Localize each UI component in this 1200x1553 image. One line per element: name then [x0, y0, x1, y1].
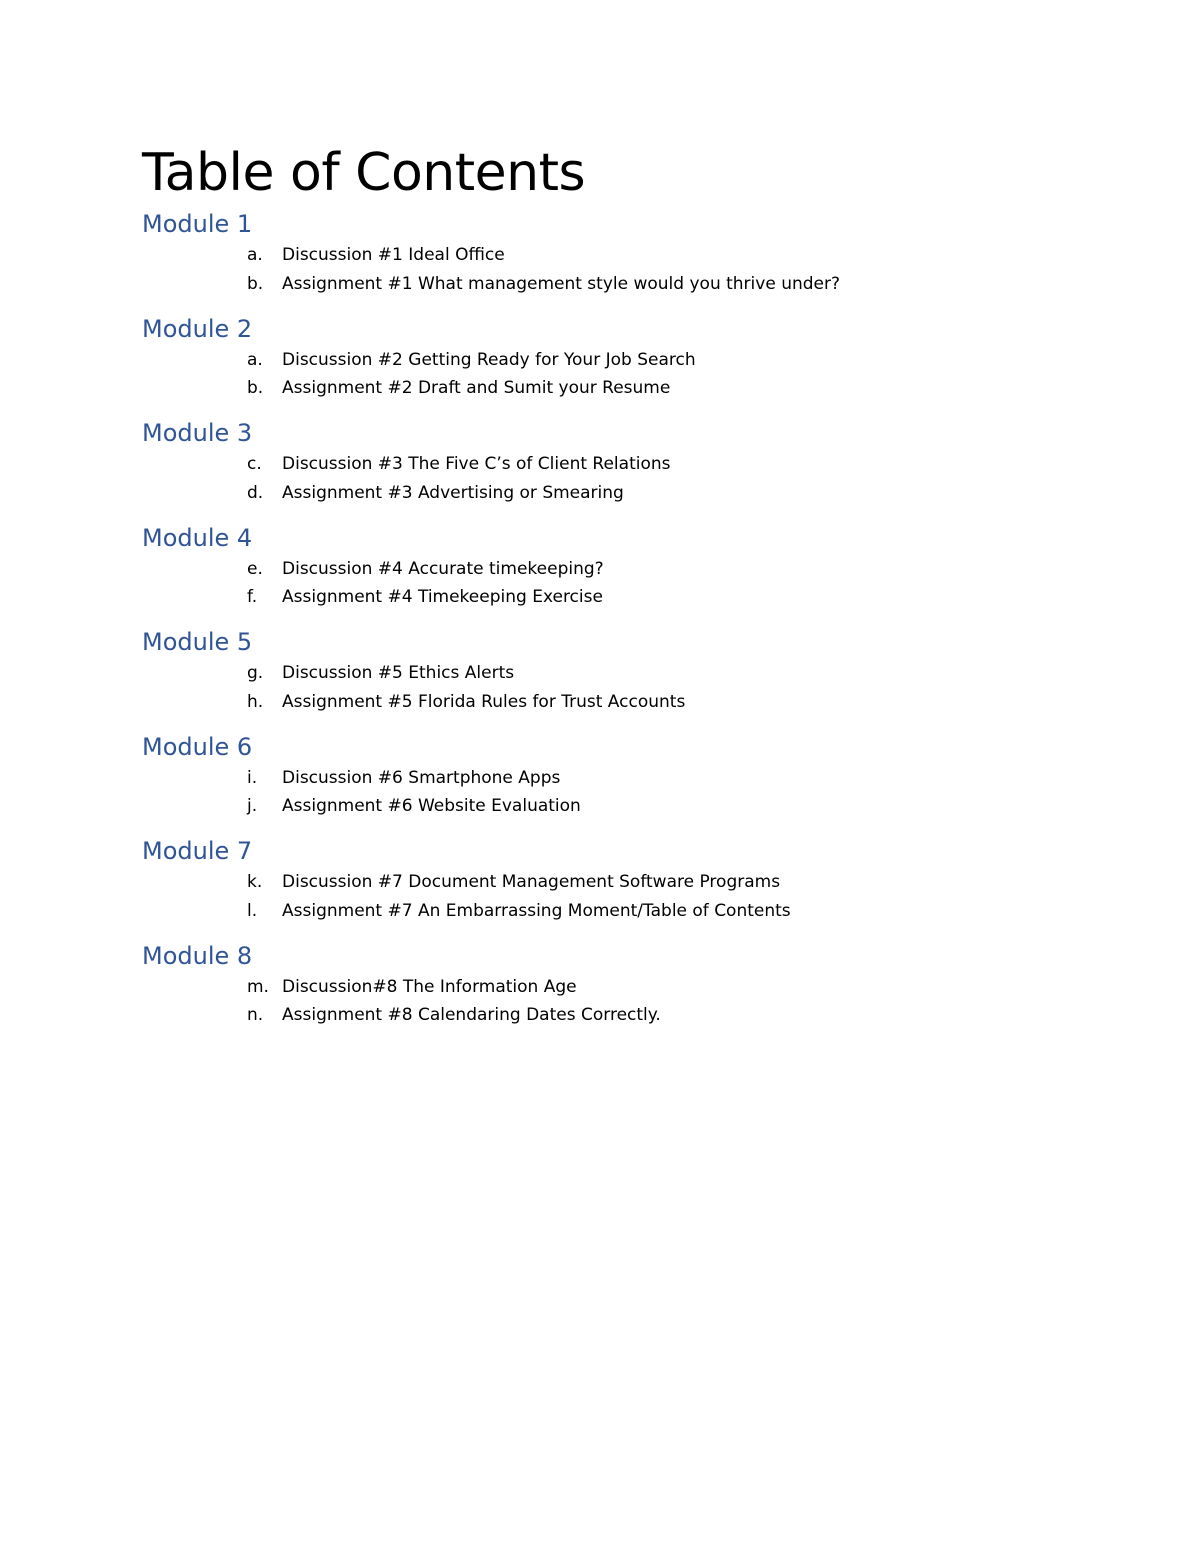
entry-marker: n.	[247, 1005, 264, 1025]
toc-entry	[142, 555, 1042, 584]
entry-marker: k.	[247, 872, 263, 892]
toc-entry	[142, 583, 1042, 612]
toc-entry	[142, 479, 1042, 508]
entry-text: Assignment #2 Draft and Sumit your Resume	[282, 378, 671, 398]
entry-text: Assignment #4 Timekeeping Exercise	[282, 587, 603, 607]
entry-marker: l.	[247, 900, 258, 921]
module-section	[142, 312, 1042, 417]
entry-marker: a.	[247, 245, 263, 265]
entry-marker: b.	[247, 273, 264, 294]
entry-text: Assignment #3 Advertising or Smearing	[282, 482, 624, 503]
entry-text: Assignment #6 Website Evaluation	[282, 796, 581, 816]
module-heading: Module 5	[142, 628, 253, 656]
module-heading: Module 3	[142, 419, 253, 447]
toc-entry	[142, 897, 1042, 926]
module-section	[142, 416, 1042, 521]
entry-marker: b.	[247, 378, 264, 398]
module-section	[142, 625, 1042, 730]
entry-text: Discussion #6 Smartphone Apps	[282, 767, 561, 788]
toc-entry	[142, 868, 1042, 897]
toc-entry	[142, 270, 1042, 299]
module-section	[142, 834, 1042, 939]
module-heading: Module 7	[142, 837, 253, 865]
module-heading: Module 6	[142, 732, 253, 761]
toc-entry	[142, 764, 1042, 793]
entry-marker: f.	[247, 587, 258, 607]
entry-marker: a.	[247, 349, 263, 370]
module-section	[142, 939, 1042, 1044]
toc-entry	[142, 346, 1042, 375]
module-heading: Module 1	[142, 210, 253, 238]
module-entries	[142, 555, 1042, 612]
entry-text: Discussion #1 Ideal Office	[282, 245, 505, 265]
document-title: Table of Contents	[142, 143, 586, 203]
entry-marker: m.	[247, 976, 269, 997]
entry-text: Discussion #3 The Five C’s of Client Relations	[282, 454, 671, 474]
entry-marker: h.	[247, 691, 264, 712]
entry-text: Assignment #7 An Embarrassing Moment/Table of Contents	[282, 900, 791, 921]
entry-text: Discussion #2 Getting Ready for Your Job Search	[282, 349, 696, 370]
toc-entry	[142, 241, 1042, 270]
module-section	[142, 521, 1042, 626]
toc-entry	[142, 374, 1042, 403]
module-section	[142, 207, 1042, 312]
entry-text: Discussion #5 Ethics Alerts	[282, 663, 515, 683]
toc-entry	[142, 973, 1042, 1002]
toc-entry	[142, 688, 1042, 717]
entry-marker: c.	[247, 454, 262, 474]
toc-entry	[142, 450, 1042, 479]
entry-marker: g.	[247, 663, 264, 683]
module-entries	[142, 764, 1042, 821]
module-heading: Module 2	[142, 314, 253, 343]
entry-text: Assignment #5 Florida Rules for Trust Accounts	[282, 691, 686, 712]
entry-marker: e.	[247, 558, 263, 579]
entry-text: Discussion #7 Document Management Software Programs	[282, 872, 781, 892]
module-entries	[142, 868, 1042, 925]
module-section	[142, 730, 1042, 835]
module-entries	[142, 659, 1042, 716]
module-heading: Module 4	[142, 523, 253, 552]
entry-marker: i.	[247, 767, 258, 788]
module-entries	[142, 241, 1042, 298]
entry-text: Assignment #8 Calendaring Dates Correctly.	[282, 1005, 661, 1025]
entry-marker: d.	[247, 482, 264, 503]
entry-text: Assignment #1 What management style would you thrive under?	[282, 273, 841, 294]
toc-entry	[142, 1001, 1042, 1030]
module-heading: Module 8	[142, 941, 253, 970]
entry-marker: j.	[247, 796, 258, 816]
module-entries	[142, 450, 1042, 507]
module-list	[142, 207, 1042, 1043]
module-entries	[142, 346, 1042, 403]
entry-text: Discussion #4 Accurate timekeeping?	[282, 558, 604, 579]
toc-entry	[142, 659, 1042, 688]
module-entries	[142, 973, 1042, 1030]
toc-entry	[142, 792, 1042, 821]
entry-text: Discussion#8 The Information Age	[282, 976, 577, 997]
